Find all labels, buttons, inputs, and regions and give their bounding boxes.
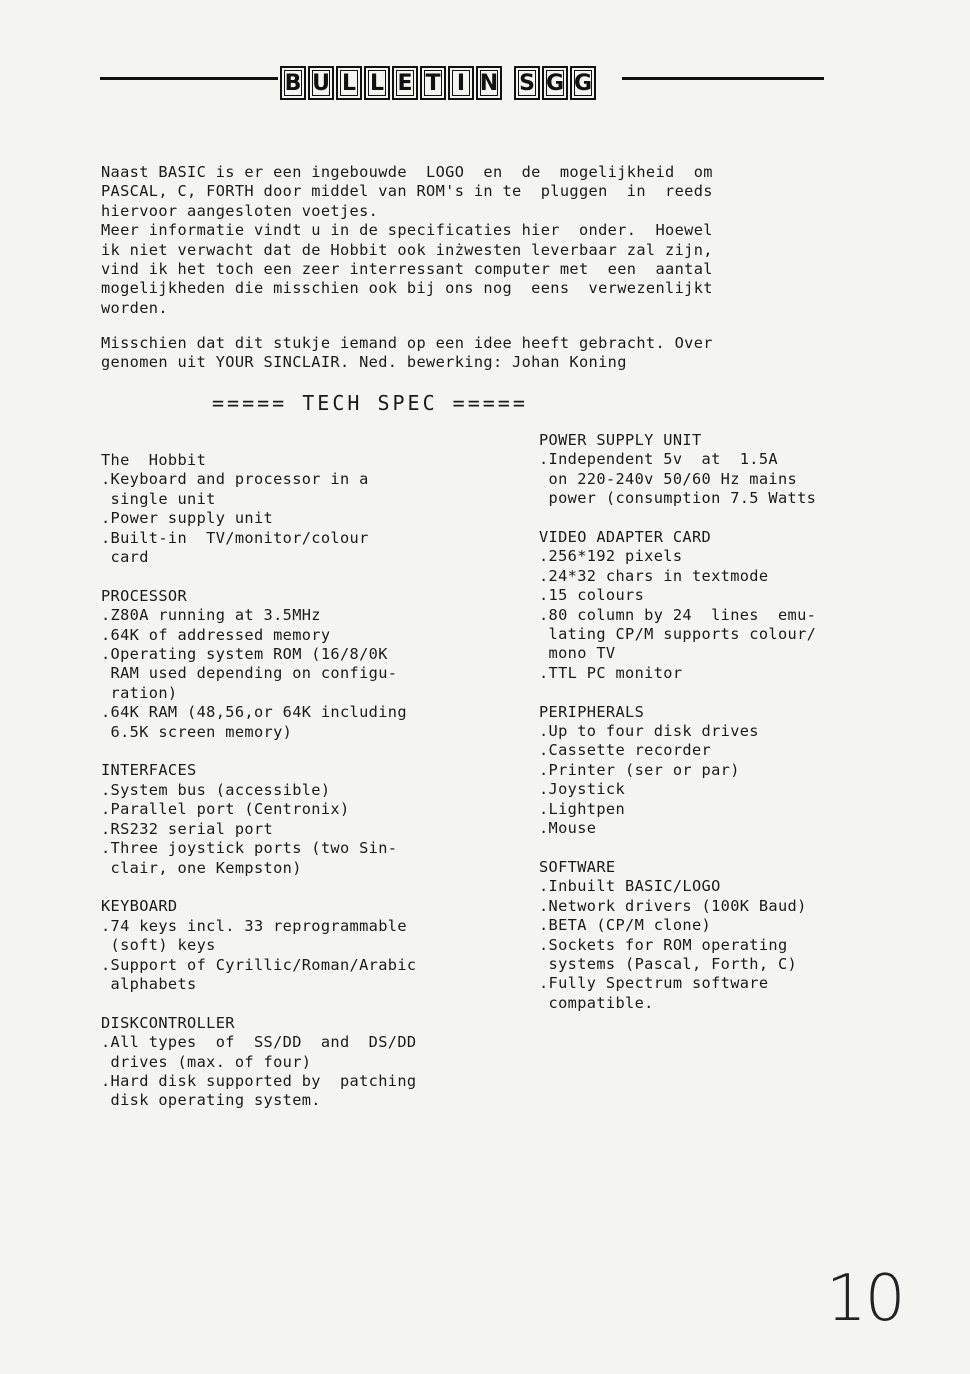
spec-item: .Sockets for ROM operating <box>539 935 788 954</box>
source-credit-paragraph <box>101 334 713 373</box>
spec-item: .BETA (CP/M clone) <box>539 916 712 935</box>
intro-paragraph <box>101 163 713 318</box>
spec-section-title: INTERFACES <box>101 761 197 780</box>
spec-item: .Parallel port (Centronix) <box>101 800 350 819</box>
spec-item: systems (Pascal, Forth, C) <box>539 954 798 973</box>
masthead-letter-tile: E <box>392 66 418 100</box>
spec-item: .Z80A running at 3.5MHz <box>101 606 321 625</box>
masthead-letter-tile: N <box>476 66 502 100</box>
intro-line: vind ik het toch een zeer interressant computer met een aantal <box>101 260 713 279</box>
masthead-letter-tile: G <box>570 66 596 100</box>
spec-item: ration) <box>101 683 178 702</box>
masthead-rule-left <box>100 77 278 80</box>
spec-section-title: VIDEO ADAPTER CARD <box>539 528 712 547</box>
spec-section <box>539 528 816 683</box>
spec-item: .All types of SS/DD and DS/DD <box>101 1033 417 1052</box>
spec-item: .Hard disk supported by patching <box>101 1071 417 1090</box>
spec-item: .Lightpen <box>539 799 626 818</box>
spec-item: .Joystick <box>539 780 626 799</box>
masthead-letter-tile: L <box>364 66 390 100</box>
spec-item: disk operating system. <box>101 1091 321 1110</box>
spec-section <box>539 431 816 509</box>
spec-item: .Printer (ser or par) <box>539 760 740 779</box>
spec-item: clair, one Kempston) <box>101 858 302 877</box>
spec-item: .256*192 pixels <box>539 547 683 566</box>
intro-line: Naast BASIC is er een ingebouwde LOGO en de mogelijkheid om <box>101 163 713 181</box>
masthead-rule-right <box>622 77 824 80</box>
spec-section <box>101 1014 416 1111</box>
intro-line: PASCAL, C, FORTH door middel van ROM's in te pluggen in reeds <box>101 182 713 201</box>
spec-item: card <box>101 548 149 567</box>
spec-item: .15 colours <box>539 586 645 605</box>
intro-line: ik niet verwacht dat de Hobbit ook inżwesten leverbaar zal zijn, <box>101 240 713 259</box>
spec-item: .TTL PC monitor <box>539 663 683 682</box>
spec-item: single unit <box>101 489 216 508</box>
masthead-letter-tile: U <box>308 66 334 100</box>
credit-line: Misschien dat dit stukje iemand op een idee heeft gebracht. Over <box>101 334 713 352</box>
spec-section-title: KEYBOARD <box>101 897 178 916</box>
spec-item: .Inbuilt BASIC/LOGO <box>539 877 721 896</box>
intro-line: worden. <box>101 298 168 317</box>
spec-item: .74 keys incl. 33 reprogrammable <box>101 916 407 935</box>
spec-section <box>539 858 816 1013</box>
masthead-letter-tile: B <box>280 66 306 100</box>
spec-item: .24*32 chars in textmode <box>539 566 769 585</box>
intro-line: hiervoor aangesloten voetjes. <box>101 201 379 220</box>
credit-line: genomen uit YOUR SINCLAIR. Ned. bewerking: Johan Koning <box>101 353 627 372</box>
spec-item: power (consumption 7.5 Watts <box>539 489 817 508</box>
spec-item: .Three joystick ports (two Sin- <box>101 839 398 858</box>
spec-item: .64K RAM (48,56,or 64K including <box>101 703 407 722</box>
spec-item: .Keyboard and processor in a <box>101 470 369 489</box>
spec-section-title: DISKCONTROLLER <box>101 1013 235 1032</box>
spec-item: alphabets <box>101 974 197 993</box>
spec-item: mono TV <box>539 644 616 663</box>
spec-item: .System bus (accessible) <box>101 780 331 799</box>
spec-section <box>101 897 416 994</box>
spec-section <box>101 587 416 742</box>
spec-section-title: PROCESSOR <box>101 586 188 605</box>
spec-item: RAM used depending on configu- <box>101 664 398 683</box>
tech-spec-heading: ===== TECH SPEC ===== <box>212 391 528 415</box>
spec-item: .64K of addressed memory <box>101 625 331 644</box>
spec-section-title: SOFTWARE <box>539 857 616 876</box>
spec-item: .Support of Cyrillic/Roman/Arabic <box>101 955 417 974</box>
intro-line: mogelijkheden die misschien ook bij ons nog eens verwezenlijkt <box>101 279 713 298</box>
spec-item: .Independent 5v at 1.5A <box>539 450 778 469</box>
spec-item: .Up to four disk drives <box>539 722 759 741</box>
spec-section-title: POWER SUPPLY UNIT <box>539 431 702 449</box>
masthead-letter-tile: L <box>336 66 362 100</box>
spec-section-title: The Hobbit <box>101 451 207 469</box>
masthead-letter-tile: S <box>514 66 540 100</box>
spec-section-title: PERIPHERALS <box>539 702 645 721</box>
spec-column-left <box>101 451 416 1130</box>
masthead-letter-tile: T <box>420 66 446 100</box>
spec-item: .Fully Spectrum software <box>539 974 769 993</box>
intro-line: Meer informatie vindt u in de specificaties hier onder. Hoewel <box>101 221 713 240</box>
spec-section <box>101 761 416 877</box>
spec-item: .80 column by 24 lines emu- <box>539 605 817 624</box>
spec-item: compatible. <box>539 993 654 1012</box>
spec-item: .Cassette recorder <box>539 741 712 760</box>
spec-item: 6.5K screen memory) <box>101 722 293 741</box>
spec-item: .Power supply unit <box>101 509 274 528</box>
spec-item: (soft) keys <box>101 936 216 955</box>
masthead-letter-tile: G <box>542 66 568 100</box>
spec-section <box>101 451 416 567</box>
spec-item: .Built-in TV/monitor/colour <box>101 528 369 547</box>
page-number: 10 <box>826 1262 904 1336</box>
masthead-letter-tile: I <box>448 66 474 100</box>
spec-item: .Operating system ROM (16/8/0K <box>101 645 388 664</box>
spec-item: .Network drivers (100K Baud) <box>539 896 807 915</box>
spec-column-right <box>539 431 816 1033</box>
spec-item: lating CP/M supports colour/ <box>539 625 817 644</box>
spec-item: on 220-240v 50/60 Hz mains <box>539 469 798 488</box>
spec-item: .RS232 serial port <box>101 819 274 838</box>
masthead-title <box>280 66 596 100</box>
masthead-gap <box>504 66 512 100</box>
spec-item: drives (max. of four) <box>101 1052 312 1071</box>
spec-section <box>539 703 816 839</box>
spec-item: .Mouse <box>539 819 597 838</box>
